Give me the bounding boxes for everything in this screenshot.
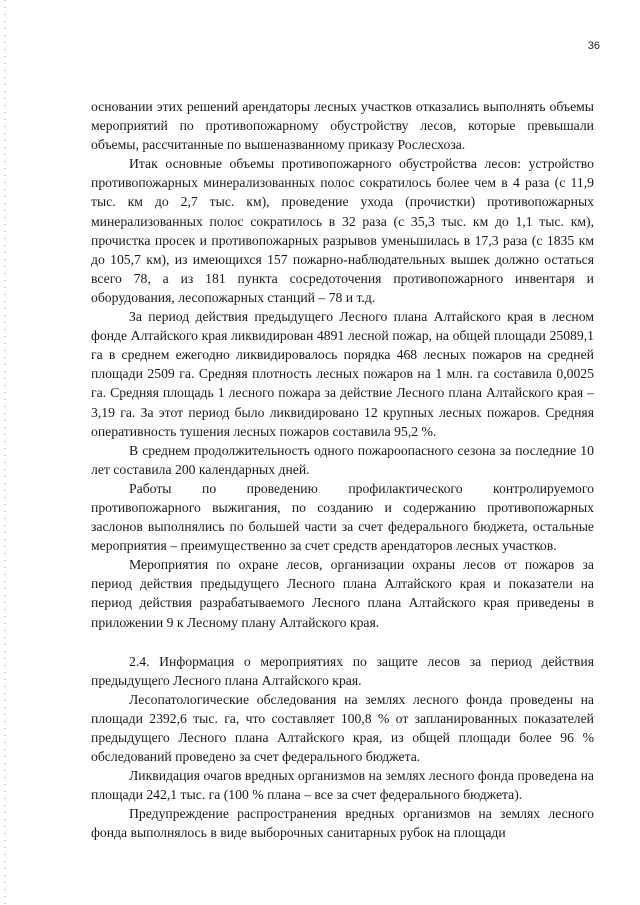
paragraph-continuation: основании этих решений арендаторы лесных участков отказались выполнять объемы мероприятий по противопожарному обустройству лесов, которые превышали объемы, рассчитанные по вышеназванному приказу Рослесхоза. xyxy=(91,99,594,153)
page-edge-scan-artifact xyxy=(4,0,6,905)
paragraph-controlled-burning: Работы по проведению профилактического контролируемого противопожарного выжигания, по созданию и содержанию противопожарных заслонов выполнялись по большей части за счет федерального бюджета, остальные мероприятия – преимущественно за счет средств арендаторов лесных участков. xyxy=(91,480,594,554)
page-number: 36 xyxy=(587,40,600,52)
paragraph-fire-statistics: За период действия предыдущего Лесного плана Алтайского края в лесном фонде Алтайского края ликвидирован 4891 лесной пожар, на общей площади 25089,1 га в среднем ежегодно ликвидировалось порядка 468 лесных пожаров на средней площади 2509 га. Средняя плотность лесных пожаров на 1 млн. га составила 0,0025 га. Средняя площадь 1 лесного пожара за действие Лесного плана Алтайского края – 3,19 га. За этот период было ликвидировано 12 крупных лесных пожаров. Средняя оперативность тушения лесных пожаров составила 95,2 %. xyxy=(91,309,594,439)
paragraph-fire-season: В среднем продолжительность одного пожароопасного сезона за последние 10 лет составила 200 календарных дней. xyxy=(91,442,594,477)
document-body xyxy=(91,97,594,843)
paragraph-pest-prevention: Предупреждение распространения вредных организмов на землях лесного фонда выполнялось в виде выборочных санитарных рубок на площади xyxy=(91,806,594,841)
paragraph-fire-infrastructure: Итак основные объемы противопожарного обустройства лесов: устройство противопожарных минерализованных полос сократилось более чем в 4 раза (с 11,9 тыс. км до 2,7 тыс. км), проведение ухода (прочистки) противопожарных минерализованных полос сократилось в 32 раза (с 35,3 тыс. км до 1,1 тыс. км), прочистка просек и противопожарных разрывов уменьшилась в 17,3 раза (с 1835 км до 105,7 км), из имеющихся 157 пожарно-наблюдательных вышек должно остаться всего 78, а из 181 пункта сосредоточения противопожарного инвентаря и оборудования, лесопожарных станций – 78 и т.д. xyxy=(91,156,594,305)
paragraph-pest-elimination: Ликвидация очагов вредных организмов на землях лесного фонда проведена на площади 242,1 тыс. га (100 % плана – все за счет федерального бюджета). xyxy=(91,768,594,803)
section-heading-2-4: 2.4. Информация о мероприятиях по защите лесов за период действия предыдущего Лесного плана Алтайского края. xyxy=(91,653,594,688)
paragraph-protection-measures: Мероприятия по охране лесов, организации охраны лесов от пожаров за период действия предыдущего Лесного плана Алтайского края и показатели на период действия разрабатываемого Лесного плана Алтайского края приведены в приложении 9 к Лесному плану Алтайского края. xyxy=(91,557,594,630)
paragraph-pathology-surveys: Лесопатологические обследования на землях лесного фонда проведены на площади 2392,6 тыс. га, что составляет 100,8 % от запланированных показателей предыдущего Лесного плана Алтайского края, из общей площади более 96 % обследований проведено за счет федерального бюджета. xyxy=(91,691,594,765)
